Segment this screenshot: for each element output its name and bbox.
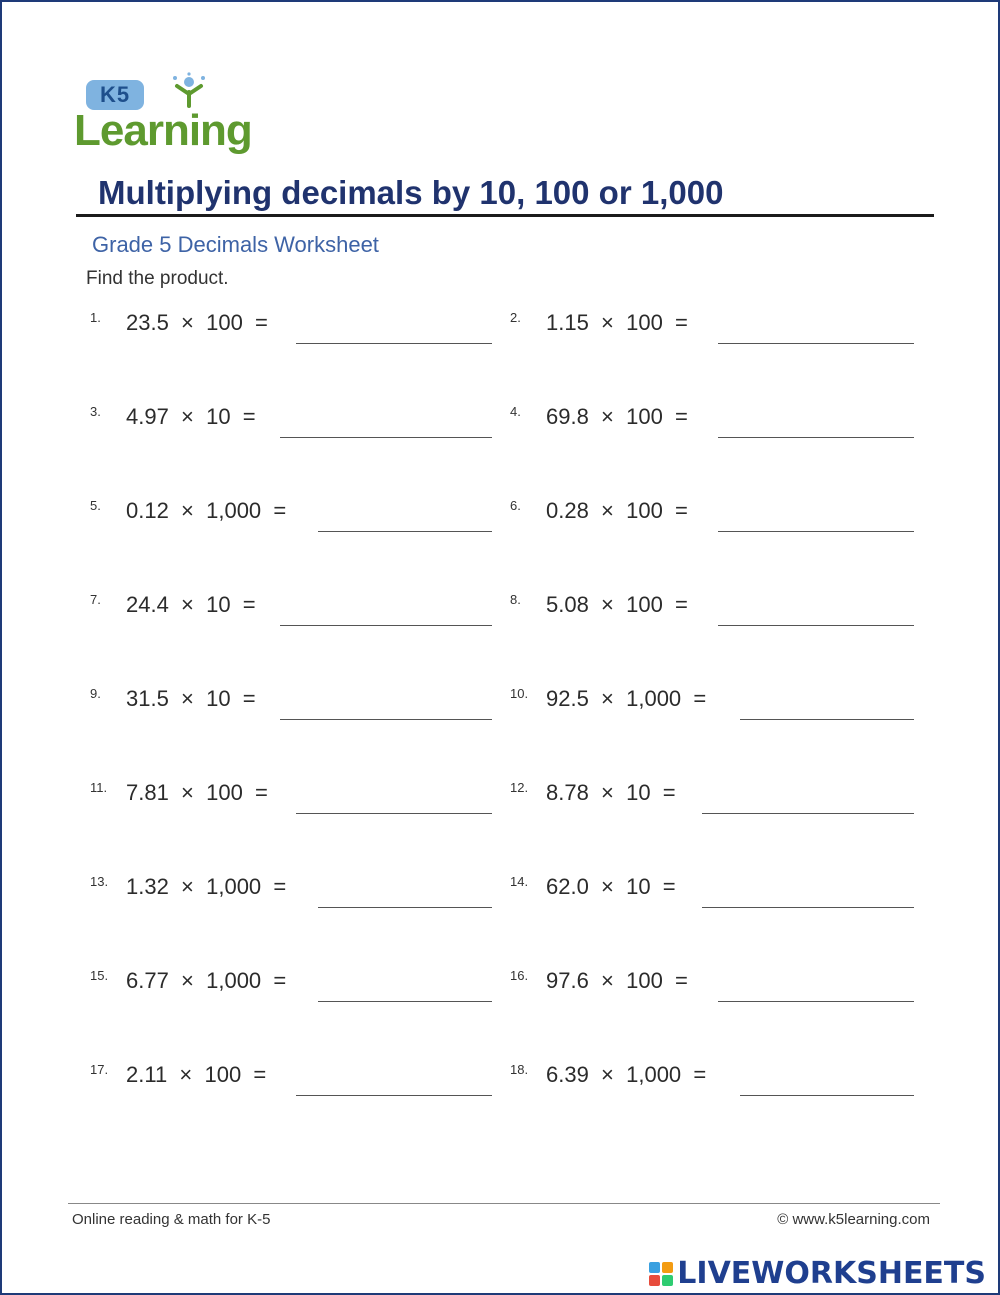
logo-word: Learning (74, 106, 252, 155)
problem-number: 17. (90, 1062, 109, 1077)
problem-expression: 7.81 × 100 = (126, 780, 268, 805)
k5-learning-logo (72, 70, 262, 160)
answer-blank[interactable] (280, 625, 492, 626)
problem-17 (90, 1062, 492, 1102)
problem-2 (510, 310, 914, 350)
problem-number: 8. (510, 592, 521, 607)
problem-number: 2. (510, 310, 521, 325)
problem-number: 18. (510, 1062, 529, 1077)
problem-7 (90, 592, 492, 632)
problem-9 (90, 686, 492, 726)
problem-expression: 0.12 × 1,000 = (126, 498, 287, 523)
problem-3 (90, 404, 492, 444)
problem-expression: 69.8 × 100 = (546, 404, 688, 429)
answer-blank[interactable] (296, 1095, 492, 1096)
problem-number: 3. (90, 404, 101, 419)
problem-expression: 92.5 × 1,000 = (546, 686, 707, 711)
problem-1 (90, 310, 492, 350)
problem-number: 12. (510, 780, 529, 795)
problem-expression: 1.15 × 100 = (546, 310, 688, 335)
problem-18 (510, 1062, 914, 1102)
problem-11 (90, 780, 492, 820)
answer-blank[interactable] (718, 531, 914, 532)
problem-6 (510, 498, 914, 538)
liveworksheets-watermark (649, 1256, 986, 1291)
liveworksheets-brand: LIVEWORKSHEETS (677, 1256, 986, 1291)
problem-4 (510, 404, 914, 444)
answer-blank[interactable] (318, 531, 492, 532)
answer-blank[interactable] (318, 907, 492, 908)
answer-blank[interactable] (296, 813, 492, 814)
answer-blank[interactable] (718, 343, 914, 344)
problem-expression: 5.08 × 100 = (546, 592, 688, 617)
worksheet-subtitle: Grade 5 Decimals Worksheet (92, 232, 379, 257)
problem-5 (90, 498, 492, 538)
logo-square-icon (649, 1275, 660, 1286)
problem-13 (90, 874, 492, 914)
problem-expression: 6.39 × 1,000 = (546, 1062, 707, 1087)
problem-10 (510, 686, 914, 726)
problem-expression: 4.97 × 10 = (126, 404, 256, 429)
problem-number: 15. (90, 968, 109, 983)
logo-square-icon (662, 1275, 673, 1286)
problem-number: 13. (90, 874, 109, 889)
problem-number: 6. (510, 498, 521, 513)
problem-number: 10. (510, 686, 529, 701)
problem-8 (510, 592, 914, 632)
problem-number: 1. (90, 310, 101, 325)
problem-number: 11. (90, 780, 108, 795)
worksheet-title: Multiplying decimals by 10, 100 or 1,000 (98, 174, 724, 211)
footer-divider (68, 1203, 940, 1204)
answer-blank[interactable] (718, 437, 914, 438)
problem-number: 9. (90, 686, 101, 701)
answer-blank[interactable] (718, 625, 914, 626)
answer-blank[interactable] (318, 1001, 492, 1002)
problem-expression: 23.5 × 100 = (126, 310, 268, 335)
answer-blank[interactable] (740, 1095, 914, 1096)
problem-15 (90, 968, 492, 1008)
problem-number: 5. (90, 498, 101, 513)
title-divider (76, 214, 934, 217)
answer-blank[interactable] (718, 1001, 914, 1002)
answer-blank[interactable] (740, 719, 914, 720)
problem-number: 4. (510, 404, 521, 419)
problem-expression: 8.78 × 10 = (546, 780, 676, 805)
logo-square-icon (662, 1262, 673, 1273)
problem-number: 16. (510, 968, 529, 983)
problem-expression: 97.6 × 100 = (546, 968, 688, 993)
answer-blank[interactable] (702, 813, 914, 814)
problem-expression: 24.4 × 10 = (126, 592, 256, 617)
problem-expression: 2.11 × 100 = (126, 1062, 267, 1087)
liveworksheets-logo-icon (649, 1262, 673, 1286)
problem-16 (510, 968, 914, 1008)
problem-expression: 0.28 × 100 = (546, 498, 688, 523)
problem-number: 7. (90, 592, 101, 607)
answer-blank[interactable] (280, 719, 492, 720)
k5-badge: K5 (86, 80, 144, 110)
problem-expression: 1.32 × 1,000 = (126, 874, 287, 899)
instruction-text: Find the product. (86, 268, 229, 289)
footer-website: © www.k5learning.com (777, 1211, 930, 1228)
footer-tagline: Online reading & math for K-5 (72, 1211, 271, 1228)
answer-blank[interactable] (296, 343, 492, 344)
problem-expression: 62.0 × 10 = (546, 874, 676, 899)
logo-square-icon (649, 1262, 660, 1273)
answer-blank[interactable] (702, 907, 914, 908)
problem-12 (510, 780, 914, 820)
problem-expression: 6.77 × 1,000 = (126, 968, 287, 993)
problem-expression: 31.5 × 10 = (126, 686, 256, 711)
problem-14 (510, 874, 914, 914)
answer-blank[interactable] (280, 437, 492, 438)
problem-number: 14. (510, 874, 529, 889)
